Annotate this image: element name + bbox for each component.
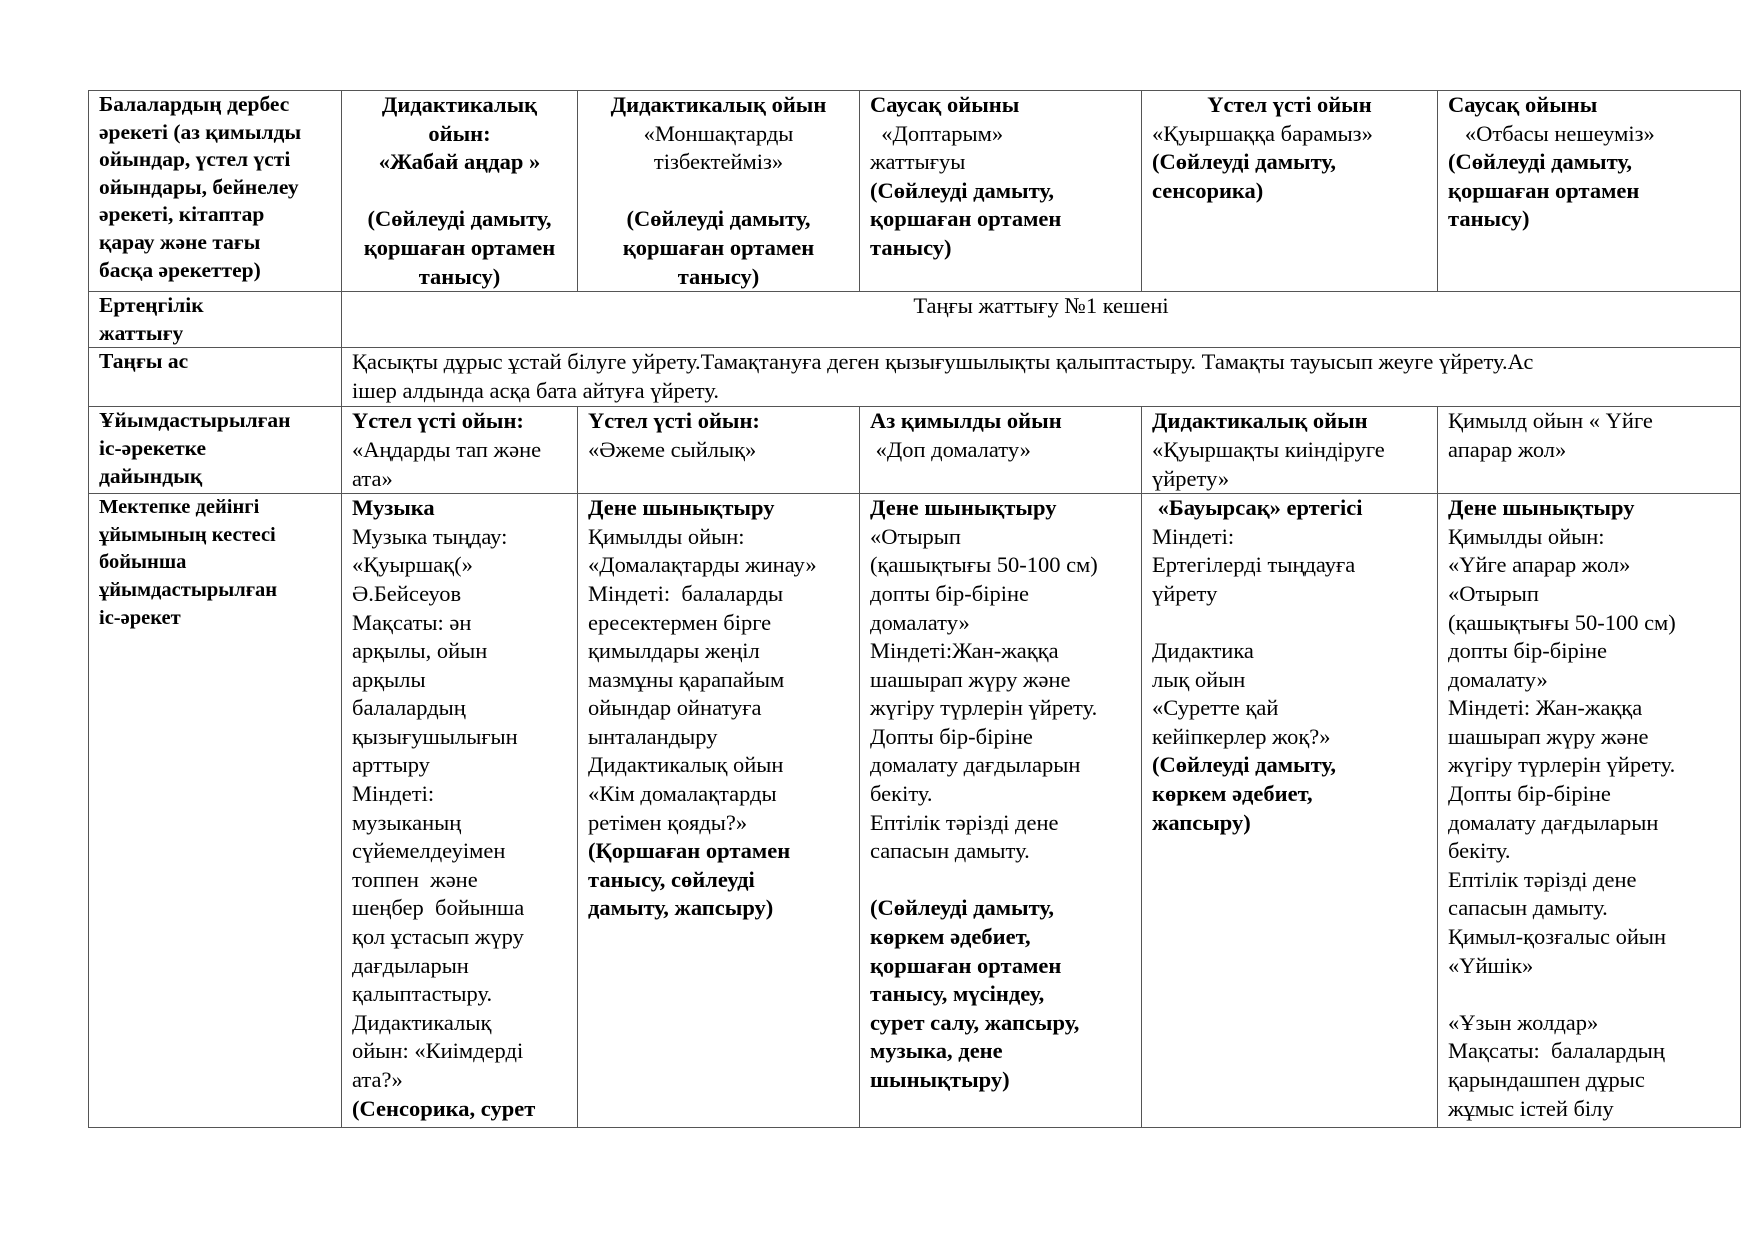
cell-line: ересектермен бірге xyxy=(588,609,772,635)
cell-thu xyxy=(1142,494,1438,1128)
cell-line: «Бауырсақ» ертегісі xyxy=(1152,495,1363,521)
cell-line: жаттығуы xyxy=(870,149,966,175)
cell-line: (Сөйлеуді дамыту, xyxy=(1152,149,1336,175)
cell-line: танысу) xyxy=(677,263,760,289)
label-line: ұйымының кестесі xyxy=(99,523,276,546)
cell-line: «Үйшік» xyxy=(1448,952,1534,978)
cell-line: ойындар ойнатуға xyxy=(588,695,762,721)
row-breakfast xyxy=(89,348,1741,407)
cell-line: Дене шынықтыру xyxy=(588,495,775,521)
cell-line: дағдыларын xyxy=(352,952,469,978)
label-line: ұйымдастырылған xyxy=(99,578,278,601)
cell-line: Қасықты дұрыс ұстай білуге уйрету.Тамақтануға деген қызығушылықты қалыптастыру. Тамақты тауысып жеуге үйрету.Ас xyxy=(352,349,1534,375)
cell-line: (Сөйлеуді дамыту, xyxy=(870,895,1054,921)
cell-mon xyxy=(342,494,578,1128)
label-line: дайындық xyxy=(99,463,203,488)
cell-line: Дидактика xyxy=(1152,638,1254,664)
cell-line: домалату дағдыларын xyxy=(1448,809,1659,835)
row-morning-exercise xyxy=(89,292,1741,348)
cell-wed xyxy=(860,494,1142,1128)
row-label xyxy=(89,494,342,1128)
cell-line: Дидактикалық ойын xyxy=(588,752,784,778)
cell-line: лық ойын xyxy=(1152,666,1246,692)
cell-line: Дидактикалық xyxy=(352,1009,492,1035)
cell-mon xyxy=(342,407,578,494)
cell-line: Ә.Бейсеуов xyxy=(352,580,462,606)
cell-line: «Отбасы нешеуміз» xyxy=(1448,120,1655,146)
merged-cell xyxy=(342,348,1741,407)
cell-line: допты бір-біріне xyxy=(870,580,1029,606)
cell-line: Міндеті: Жан-жаққа xyxy=(1448,695,1643,721)
cell-line: қоршаған ортамен xyxy=(870,206,1062,232)
label-line: бойынша xyxy=(99,551,187,574)
label-line: қарау және тағы xyxy=(99,229,261,254)
cell-line: Саусақ ойыны xyxy=(1448,92,1598,117)
cell-line: сурет салу, жапсыру, xyxy=(870,1009,1080,1035)
cell-line: сапасын дамыту. xyxy=(1448,895,1608,921)
label-line: Ұйымдастырылған xyxy=(99,408,291,433)
cell-line: ынталандыру xyxy=(588,723,718,749)
schedule-table xyxy=(88,90,1741,1128)
cell-line: бекіту. xyxy=(870,781,933,807)
cell-line: «Отырып xyxy=(1448,580,1539,606)
cell-thu xyxy=(1142,91,1438,292)
cell-line: допты бір-біріне xyxy=(1448,638,1607,664)
cell-line: үйрету xyxy=(1152,580,1218,606)
cell-line: сүйемелдеуімен xyxy=(352,838,506,864)
cell-line: Қимылды ойын: xyxy=(588,523,745,549)
cell-line: «Жабай аңдар » xyxy=(378,149,541,175)
cell-line: қызығушылығын xyxy=(352,723,518,749)
cell-line: кейіпкерлер жоқ?» xyxy=(1152,723,1331,749)
label-line: Таңғы ас xyxy=(99,349,189,374)
cell-line: танысу) xyxy=(1448,206,1530,232)
cell-tue xyxy=(578,407,860,494)
cell-line xyxy=(1448,980,1730,1009)
cell-line: «Домалақтарды жинау» xyxy=(588,552,817,578)
cell-line: шашырап жүру және xyxy=(1448,723,1649,749)
cell-line: (қашықтығы 50-100 см) xyxy=(870,552,1098,578)
label-line: басқа әрекеттер) xyxy=(99,257,261,282)
cell-line: арқылы xyxy=(352,666,426,692)
cell-line: домалату дағдыларын xyxy=(870,752,1081,778)
cell-line: домалату» xyxy=(1448,666,1548,692)
cell-line: ата» xyxy=(352,465,393,491)
cell-line: Мақсаты: ән xyxy=(352,609,472,635)
cell-line: «Отырып xyxy=(870,523,961,549)
cell-line xyxy=(588,177,849,206)
cell-line: ойын: xyxy=(428,120,491,146)
cell-line: «Доптарым» xyxy=(870,120,1004,146)
cell-line: (Сөйлеуді дамыту, xyxy=(626,206,811,232)
cell-line: қарындашпен дұрыс xyxy=(1448,1067,1645,1092)
cell-line: Үстел үсті ойын xyxy=(1207,92,1372,117)
cell-line: музыка, дене xyxy=(870,1038,1003,1064)
cell-line: жұмыс істей білу xyxy=(1448,1095,1614,1121)
cell-line: шынықтыру) xyxy=(870,1067,1010,1092)
cell-line: Міндеті:Жан-жаққа xyxy=(870,638,1059,664)
cell-line: «Қуыршақ(» xyxy=(352,552,473,578)
cell-line: қол ұстасып жүру xyxy=(352,924,524,950)
label-line: Балалардың дербес xyxy=(99,92,290,116)
cell-line: Үстел үсті ойын: xyxy=(588,408,760,434)
cell-tue xyxy=(578,494,860,1128)
cell-fri xyxy=(1438,494,1741,1128)
cell-line: бекіту. xyxy=(1448,838,1511,864)
row-preparation xyxy=(89,407,1741,494)
label-line: әрекеті, кітаптар xyxy=(99,202,265,227)
label-line: Ертеңгілік xyxy=(99,293,204,318)
cell-line: Аз қимылды ойын xyxy=(870,408,1062,434)
cell-line: Таңғы жаттығу №1 кешені xyxy=(913,293,1169,319)
cell-line: Ертегілерді тыңдауға xyxy=(1152,552,1356,578)
cell-line: тізбектейміз» xyxy=(653,149,784,175)
cell-fri xyxy=(1438,91,1741,292)
cell-line: шашырап жүру және xyxy=(870,666,1071,692)
row-label xyxy=(89,348,342,407)
cell-line: (қашықтығы 50-100 см) xyxy=(1448,609,1676,635)
cell-line: ата?» xyxy=(352,1067,403,1092)
cell-fri xyxy=(1438,407,1741,494)
cell-line: танысу, мүсіндеу, xyxy=(870,981,1045,1007)
cell-line: сапасын дамыту. xyxy=(870,838,1030,864)
label-line: жаттығу xyxy=(99,320,184,345)
cell-line: Қимылд ойын « Үйге xyxy=(1448,408,1653,434)
cell-line: «Әжеме сыйлық» xyxy=(588,436,757,462)
cell-line: Міндеті: xyxy=(1152,523,1235,549)
cell-line: Үстел үсті ойын: xyxy=(352,408,524,434)
cell-tue xyxy=(578,91,860,292)
row-label xyxy=(89,292,342,348)
cell-line: топпен және xyxy=(352,866,478,892)
cell-line: қоршаған ортамен xyxy=(870,952,1062,978)
cell-thu xyxy=(1142,407,1438,494)
cell-line: үйрету» xyxy=(1152,465,1230,491)
cell-line: (Сөйлеуді дамыту, xyxy=(870,177,1054,203)
cell-line: «Аңдарды тап және xyxy=(352,436,542,462)
cell-line: (Сөйлеуді дамыту, xyxy=(367,206,552,232)
cell-line: Саусақ ойыны xyxy=(870,92,1020,117)
label-line: іс-әрекет xyxy=(99,606,181,629)
cell-line: «Кім домалақтарды xyxy=(588,781,777,807)
cell-line: Дидактикалық ойын xyxy=(1152,408,1368,434)
cell-line: Дидактикалық xyxy=(381,92,538,117)
cell-line: қоршаған ортамен xyxy=(363,234,556,260)
cell-line: Музыка xyxy=(352,495,435,521)
cell-line: Музыка тыңдау: xyxy=(352,523,508,549)
cell-line: Ептілік тәрізді дене xyxy=(870,809,1059,835)
cell-line: «Үйге апарар жол» xyxy=(1448,552,1631,578)
cell-line xyxy=(870,866,1131,895)
cell-line: Дидактикалық ойын xyxy=(610,92,827,117)
cell-line: «Қуыршаққа барамыз» xyxy=(1152,120,1373,146)
row-organized-activity xyxy=(89,494,1741,1128)
cell-line: «Қуыршақты киіндіруге xyxy=(1152,436,1385,462)
cell-line: (Сөйлеуді дамыту, xyxy=(1152,752,1336,778)
row-label xyxy=(89,91,342,292)
cell-line: Дене шынықтыру xyxy=(870,495,1057,521)
cell-line: Допты бір-біріне xyxy=(1448,781,1611,807)
merged-cell xyxy=(342,292,1741,348)
cell-line: Қимыл-қозғалыс ойын xyxy=(1448,924,1667,950)
cell-line: арқылы, ойын xyxy=(352,638,488,664)
cell-line: танысу) xyxy=(418,263,501,289)
cell-line: (Сенсорика, сурет xyxy=(352,1095,536,1121)
label-line: іс-әрекетке xyxy=(99,435,207,460)
cell-line: домалату» xyxy=(870,609,970,635)
cell-line: (Сөйлеуді дамыту, xyxy=(1448,149,1632,175)
cell-line: «Моншақтарды xyxy=(643,120,794,146)
cell-line: Дене шынықтыру xyxy=(1448,495,1635,521)
cell-line: шеңбер бойынша xyxy=(352,895,525,921)
cell-line: апарар жол» xyxy=(1448,436,1567,462)
cell-line: арттыру xyxy=(352,752,430,778)
cell-line: қимылдары жеңіл xyxy=(588,638,760,664)
cell-wed xyxy=(860,407,1142,494)
cell-line: танысу) xyxy=(870,234,952,260)
cell-line: Міндеті: xyxy=(352,781,435,807)
label-line: әрекеті (аз қимылды xyxy=(99,119,302,144)
cell-line: мазмұны қарапайым xyxy=(588,666,785,692)
cell-line: ретімен қояды?» xyxy=(588,809,748,835)
cell-line: танысу, сөйлеуді xyxy=(588,866,755,892)
cell-line: «Суретте қай xyxy=(1152,695,1279,721)
label-line: ойындар, үстел үсті xyxy=(99,147,291,172)
cell-line: музыканың xyxy=(352,809,462,835)
cell-line: «Доп домалату» xyxy=(870,436,1031,462)
cell-line: балалардың xyxy=(352,695,466,721)
cell-line: Мақсаты: балалардың xyxy=(1448,1038,1665,1064)
cell-line: қалыптастыру. xyxy=(352,981,493,1007)
cell-line: жүгіру түрлерін үйрету. xyxy=(870,695,1098,721)
cell-line: қоршаған ортамен xyxy=(622,234,815,260)
cell-line xyxy=(1152,609,1427,638)
row-label xyxy=(89,407,342,494)
cell-line: Допты бір-біріне xyxy=(870,723,1033,749)
cell-line: дамыту, жапсыру) xyxy=(588,895,774,921)
cell-line: қоршаған ортамен xyxy=(1448,177,1640,203)
cell-line: көркем әдебиет, xyxy=(870,924,1031,950)
cell-line: Ептілік тәрізді дене xyxy=(1448,866,1637,892)
cell-line: ойын: «Киімдерді xyxy=(352,1038,524,1064)
label-line: ойындары, бейнелеу xyxy=(99,174,299,199)
cell-line: Қимылды ойын: xyxy=(1448,523,1605,549)
cell-line: Міндеті: балаларды xyxy=(588,580,784,606)
row-independent-activity xyxy=(89,91,1741,292)
cell-line: жапсыру) xyxy=(1152,809,1251,835)
label-line: Мектепке дейінгі xyxy=(99,496,260,519)
cell-line: (Қоршаған ортамен xyxy=(588,838,791,864)
cell-line xyxy=(352,177,567,206)
cell-line: «Ұзын жолдар» xyxy=(1448,1009,1599,1035)
cell-line: ішер алдында асқа бата айтуға үйрету. xyxy=(352,377,719,403)
cell-line: көркем әдебиет, xyxy=(1152,781,1313,807)
cell-line: сенсорика) xyxy=(1152,177,1264,203)
cell-wed xyxy=(860,91,1142,292)
cell-mon xyxy=(342,91,578,292)
cell-line: жүгіру түрлерін үйрету. xyxy=(1448,752,1676,778)
